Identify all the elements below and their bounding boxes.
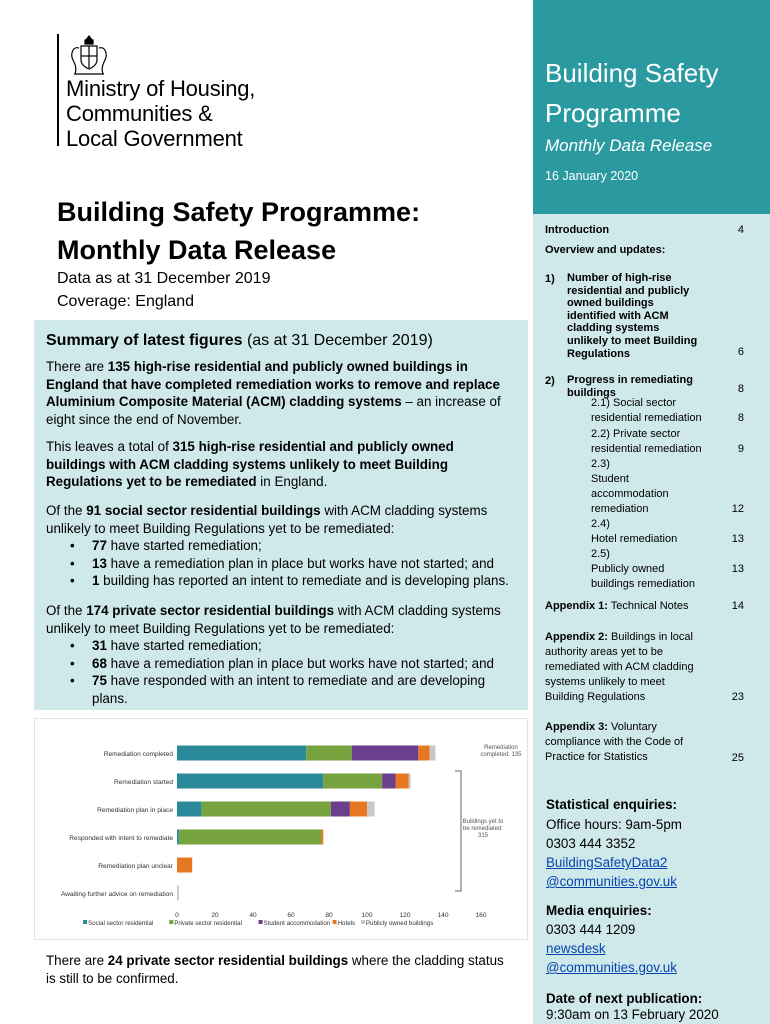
page-title (57, 193, 497, 269)
x-tick-label: 160 (475, 912, 487, 919)
toc-page-number: 6 (737, 346, 744, 358)
bar-segment (177, 886, 179, 901)
bar-segment (418, 746, 429, 761)
bar-segment (179, 830, 322, 845)
sidebar-title-line-1: Building Safety (545, 58, 719, 88)
toc-section-2-number: 2) (545, 375, 555, 387)
bar-segment (430, 746, 436, 761)
toc-section-2-1[interactable]: 2.1) Social sector residential remediation (591, 397, 702, 424)
data-as-at: Data as at 31 December 2019 (57, 270, 271, 287)
bar-segment (352, 746, 419, 761)
bar-segment (323, 774, 382, 789)
category-label: Awaiting further advice on remediation (60, 891, 173, 898)
toc-section-2[interactable]: Progress in remediating buildings (567, 374, 693, 399)
x-tick-label: 40 (249, 912, 257, 919)
category-label: Responded with intent to remediate (69, 835, 173, 842)
release-date: 16 January 2020 (545, 169, 639, 183)
toc-page-number: 13 (731, 563, 744, 575)
summary-completed-paragraph: There are 135 high-rise residential and publicly owned buildings in England that have completed remediation works to remove and replace Aluminium Composite Material (ACM) cladding systems – an increase of eight since the end of November. (46, 359, 501, 427)
bar-segment (202, 802, 331, 817)
toc-page-number: 14 (731, 600, 744, 612)
org-divider-bar (57, 34, 59, 146)
coverage: Coverage: England (57, 293, 194, 310)
x-tick-label: 120 (399, 912, 411, 919)
toc-introduction[interactable]: Introduction (545, 224, 610, 236)
remaining-bracket (455, 771, 461, 891)
office-hours: Office hours: 9am-5pm (546, 817, 682, 832)
x-tick-label: 60 (287, 912, 295, 919)
bar-segment (367, 802, 375, 817)
toc-appendix-3[interactable]: Appendix 3: Voluntary compliance with the Code of Practice for Statistics (545, 721, 684, 763)
summary-social-paragraph: Of the 91 social sector residential buildings with ACM cladding systems unlikely to meet Building Regulations yet to be remediated: (46, 503, 488, 536)
stat-email-link[interactable]: BuildingSafetyData2 @communities.gov.uk (546, 855, 677, 889)
legend-entry: Publicly owned buildings (365, 920, 434, 927)
bar-segment (382, 774, 395, 789)
toc-page-number: 23 (731, 691, 744, 703)
toc-section-2-2[interactable]: 2.2) Private sector residential remediation (591, 428, 702, 455)
legend-entry: Private sector residential (174, 920, 242, 927)
toc-appendix-2[interactable]: Appendix 2: Buildings in local authority areas yet to be remediated with ACM cladding systems unlikely to meet Building Regulations (545, 631, 694, 703)
remediation-chart-svg (35, 719, 527, 939)
x-tick-label: 20 (211, 912, 219, 919)
bar-segment (177, 774, 323, 789)
legend-swatch (169, 920, 173, 924)
sidebar-title-line-2: Programme (545, 98, 681, 128)
legend-entry: Student accommodation (263, 920, 331, 927)
legend-entry: Social sector residential (88, 920, 154, 927)
bar-segment (321, 830, 323, 845)
category-label: Remediation completed (103, 751, 173, 758)
legend-entry: Hotels (337, 920, 356, 927)
x-tick-label: 140 (437, 912, 449, 919)
media-phone: 0303 444 1209 (546, 922, 636, 937)
bar-segment (331, 802, 350, 817)
toc-section-2-3[interactable]: 2.3) Student accommodation remediation (591, 458, 669, 515)
bar-segment (177, 858, 192, 873)
toc-section-1-number: 1) (545, 273, 555, 285)
category-label: Remediation started (113, 779, 173, 786)
toc-page-number: 25 (731, 752, 744, 764)
annotation-remaining: Buildings yet to be remediated: 315 (462, 819, 504, 839)
toc-section-1[interactable]: Number of high-rise residential and publicly owned buildings identified with ACM cladding systems unlikely to meet Building Regulations (567, 272, 698, 360)
media-email-link[interactable]: newsdesk @communities.gov.uk (546, 941, 677, 975)
toc-section-2-4[interactable]: 2.4) Hotel remediation (591, 518, 678, 545)
summary-remaining-paragraph: This leaves a total of 315 high-rise residential and publicly owned buildings with ACM cladding systems unlikely to meet Building Regulations yet to be remediated in England. (46, 439, 454, 490)
x-tick-label: 80 (325, 912, 333, 919)
list-item: • 13 have a remediation plan in place but works have not started; and (46, 555, 512, 573)
page-title-line-1: Building Safety Programme: (57, 197, 421, 227)
toc-overview: Overview and updates: (545, 244, 666, 256)
next-publication-heading: Date of next publication: (546, 991, 703, 1006)
summary-heading: Summary of latest figures (as at 31 December 2019) (46, 332, 433, 349)
bar-segment (350, 802, 367, 817)
org-name-line-3: Local Government (66, 126, 243, 151)
toc-page-number: 4 (737, 224, 744, 236)
bar-segment (306, 746, 352, 761)
toc-section-2-5[interactable]: 2.5) Publicly owned buildings remediation (591, 548, 695, 590)
toc-appendix-1[interactable]: Appendix 1: Technical Notes (545, 600, 689, 612)
remediation-chart (34, 718, 528, 940)
bar-segment (177, 802, 202, 817)
category-label: Remediation plan in place (97, 807, 173, 814)
statistical-enquiries-heading: Statistical enquiries: (546, 797, 677, 812)
next-publication-date: 9:30am on 13 February 2020 (546, 1007, 719, 1022)
bar-segment (177, 746, 306, 761)
legend-swatch (83, 920, 87, 924)
list-item: • 75 have responded with an intent to remediate and are developing plans. (46, 672, 512, 707)
annotation-completed: Remediation completed: 135 (480, 745, 522, 758)
legend-swatch (361, 920, 365, 924)
unconfirmed-status-note: There are 24 private sector residential buildings where the cladding status is still to be confirmed. (46, 953, 504, 986)
x-tick-label: 0 (175, 912, 179, 919)
x-tick-label: 100 (361, 912, 373, 919)
legend-swatch (333, 920, 337, 924)
sidebar-subtitle: Monthly Data Release (545, 136, 713, 155)
list-item: • 68 have a remediation plan in place but works have not started; and (46, 655, 512, 673)
stat-phone: 0303 444 3352 (546, 836, 636, 851)
toc-page-number: 12 (731, 503, 744, 515)
legend-swatch (259, 920, 263, 924)
bar-segment (177, 830, 179, 845)
list-item: • 31 have started remediation; (46, 637, 512, 655)
org-name-line-2: Communities & (66, 101, 213, 126)
bar-segment (396, 774, 409, 789)
summary-private-paragraph: Of the 174 private sector residential buildings with ACM cladding systems unlikely to meet Building Regulations yet to be remediated: (46, 603, 501, 636)
private-bullet-list (46, 637, 512, 707)
category-label: Remediation plan unclear (98, 863, 173, 870)
toc-page-number: 13 (731, 533, 744, 545)
org-name-line-1: Ministry of Housing, (66, 76, 256, 101)
social-bullet-list (46, 537, 512, 590)
summary-box (34, 320, 528, 710)
toc-page-number: 8 (737, 412, 744, 424)
toc-page-number: 8 (737, 383, 744, 395)
list-item: • 77 have started remediation; (46, 537, 512, 555)
page-title-line-2: Monthly Data Release (57, 235, 337, 265)
media-enquiries-heading: Media enquiries: (546, 903, 652, 918)
list-item: • 1 building has reported an intent to remediate and is developing plans. (46, 572, 512, 590)
bar-segment (409, 774, 411, 789)
royal-coat-of-arms-icon (64, 32, 114, 80)
toc-page-number: 9 (737, 443, 744, 455)
